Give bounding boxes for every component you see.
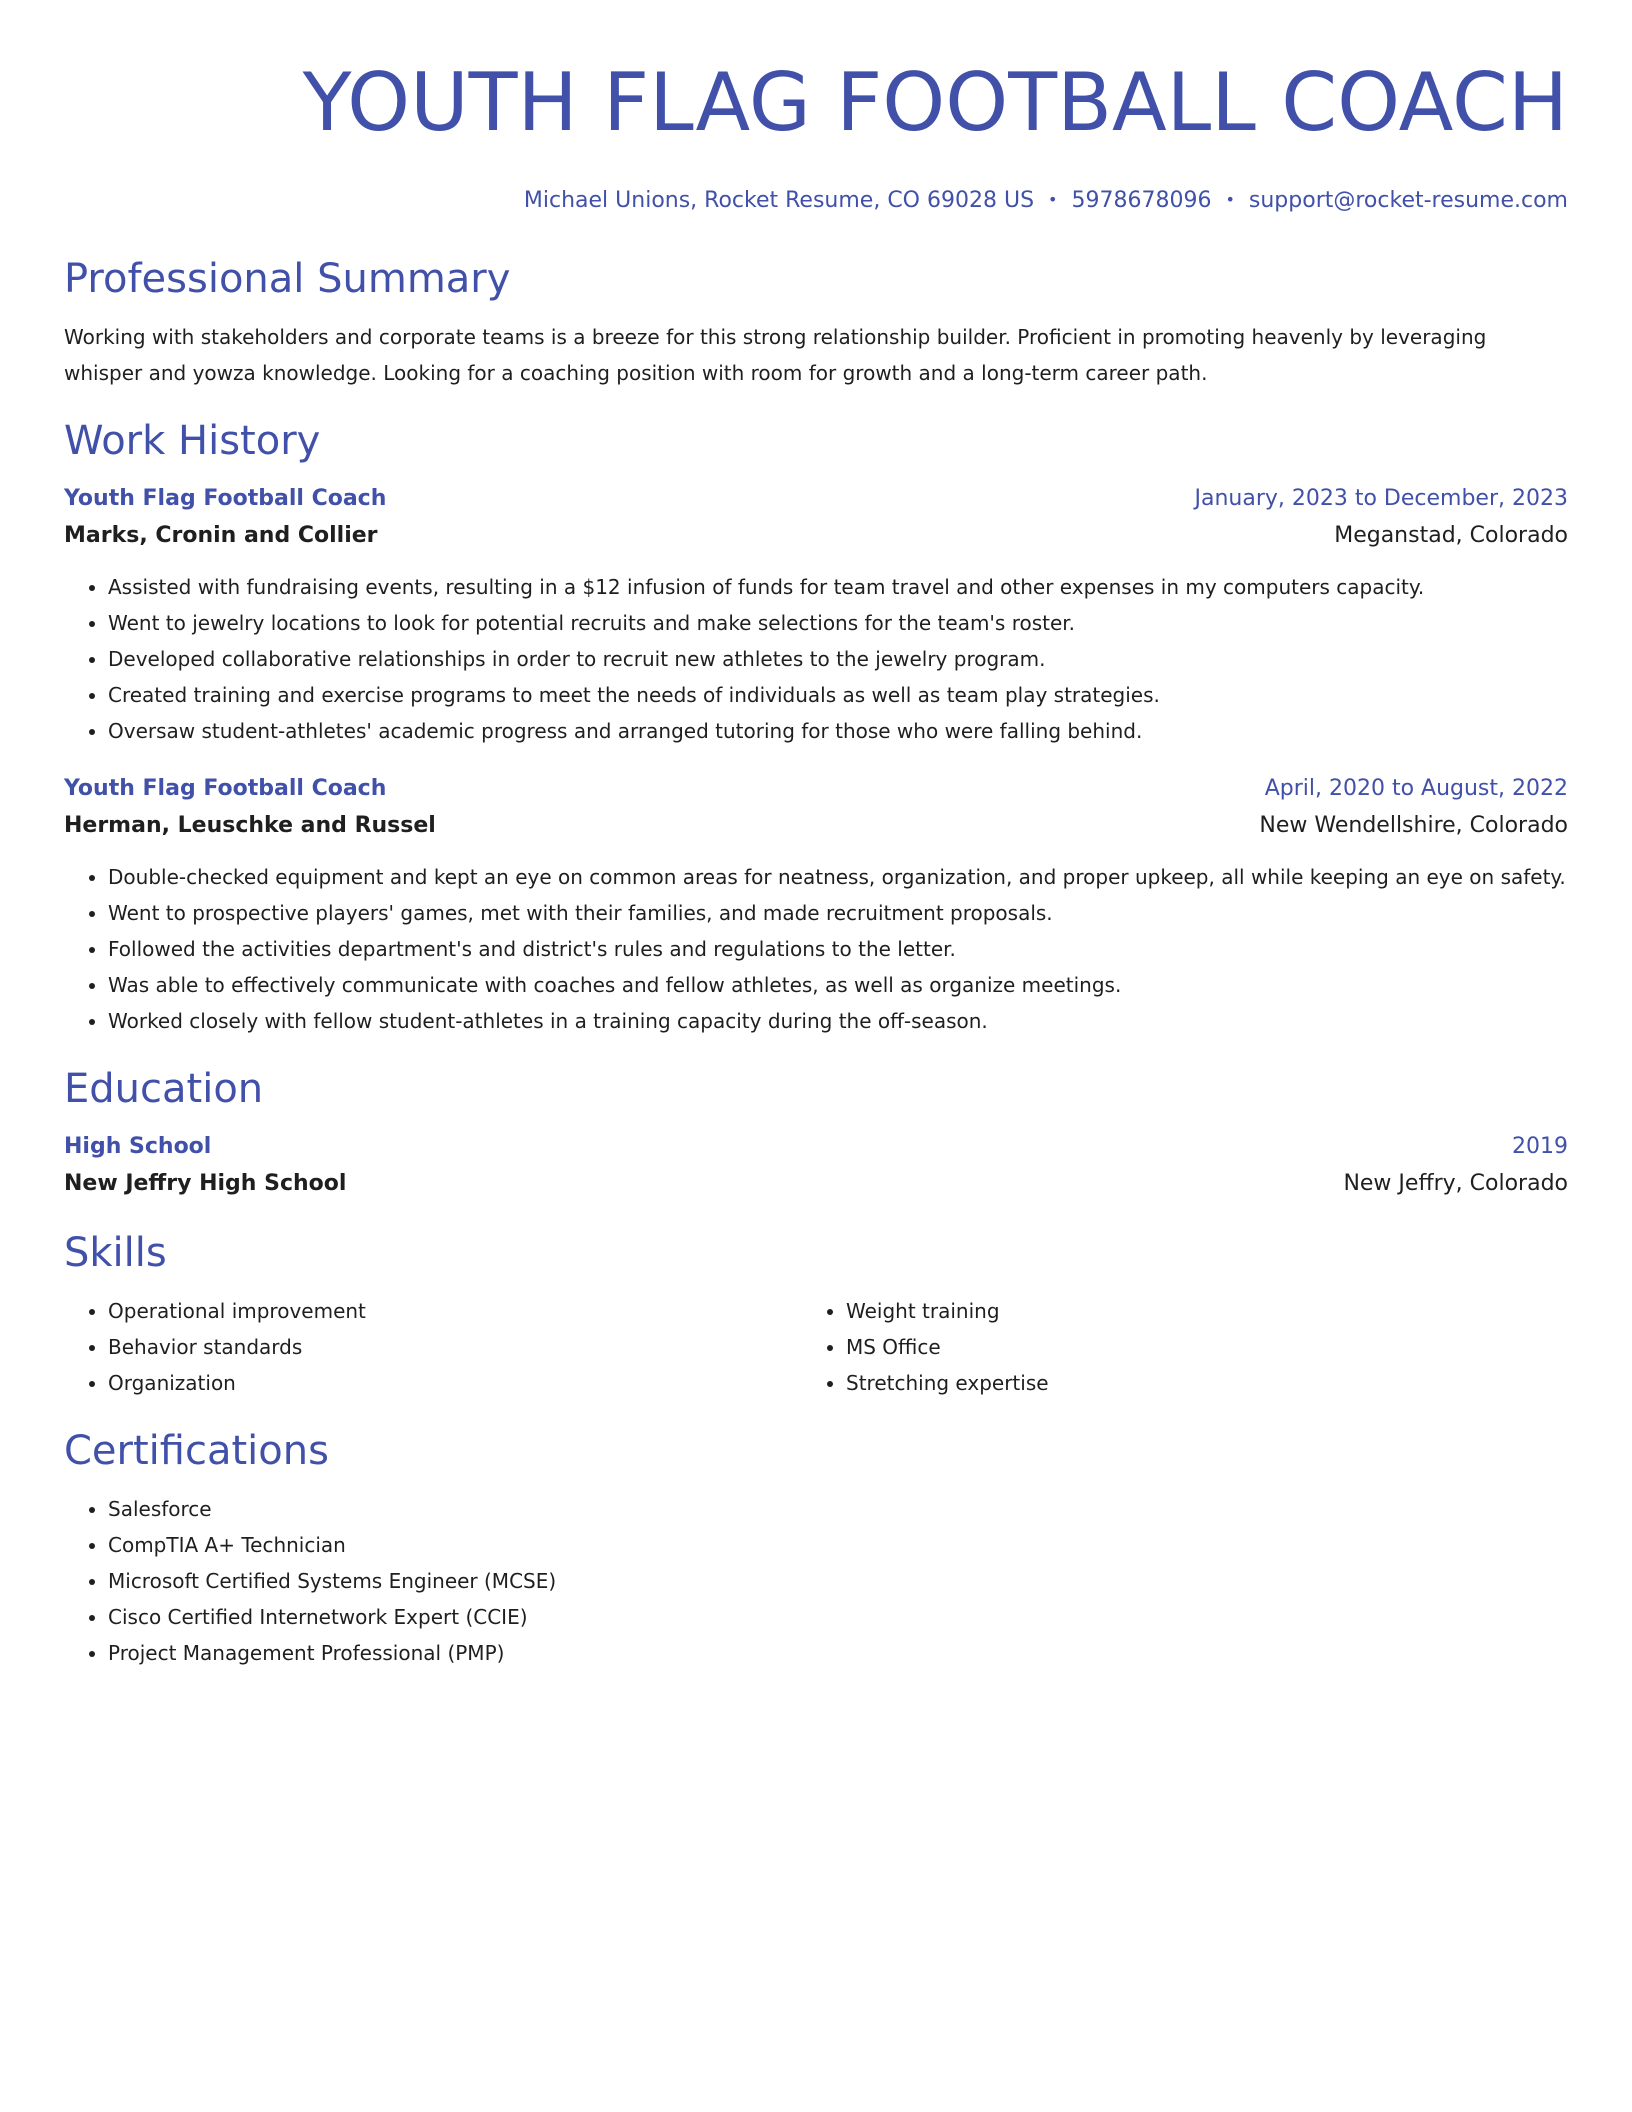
certifications-section: [64, 1425, 1568, 1671]
education-school: New Jeffry High School: [64, 1171, 347, 1196]
summary-text: Working with stakeholders and corporate teams is a breeze for this strong relationship builder. Proficient in promoting heavenly by leveraging whisper and yowza knowledge. Looking for a coaching position with room for growth and a long-term career path.: [64, 325, 1487, 385]
education-entry: [64, 1129, 1568, 1203]
job-title: Youth Flag Football Coach: [64, 776, 387, 801]
job-bullet: • Worked closely with fellow student-athletes in a training capacity during the off-season.: [108, 1003, 1568, 1039]
work-history-heading: Work History: [64, 418, 321, 464]
job-bullet: • Assisted with fundraising events, resulting in a $12 infusion of funds for team travel and other expenses in my computers capacity.: [108, 569, 1568, 605]
skills-heading: Skills: [64, 1230, 167, 1276]
education-year: 2019: [1512, 1134, 1568, 1159]
job-dates: January, 2023 to December, 2023: [1194, 486, 1568, 511]
job-bullets: [64, 859, 1568, 1039]
skill-item: • MS Office: [846, 1329, 1540, 1365]
resume-header: [64, 48, 1568, 217]
certifications-heading: Certifications: [64, 1428, 329, 1474]
education-degree: High School: [64, 1134, 212, 1159]
certification-item: • Cisco Certified Internetwork Expert (CCIE): [108, 1599, 1568, 1635]
education-section: [64, 1063, 1568, 1203]
skill-item: • Organization: [108, 1365, 802, 1401]
skill-item: • Weight training: [846, 1293, 1540, 1329]
job-bullets: [64, 569, 1568, 749]
skills-column-left: [64, 1293, 802, 1401]
summary-heading: Professional Summary: [64, 256, 511, 302]
job-dates: April, 2020 to August, 2022: [1264, 776, 1568, 801]
job-bullet: • Followed the activities department's and district's rules and regulations to the letter.: [108, 931, 1568, 967]
job-location: Meganstad, Colorado: [1334, 523, 1568, 548]
job-company: Marks, Cronin and Collier: [64, 523, 378, 548]
job-bullet: • Went to jewelry locations to look for potential recruits and make selections for the team's roster.: [108, 605, 1568, 641]
education-header-row: [64, 1129, 1568, 1165]
job-bullet: • Went to prospective players' games, met with their families, and made recruitment proposals.: [108, 895, 1568, 931]
skills-section: [64, 1227, 1568, 1401]
skill-item: • Stretching expertise: [846, 1365, 1540, 1401]
job-company-row: [64, 517, 1568, 555]
job-bullet: • Double-checked equipment and kept an eye on common areas for neatness, organization, and proper upkeep, all while keeping an eye on safety.: [108, 859, 1568, 895]
contact-address: Michael Unions, Rocket Resume, CO 69028 US: [523, 188, 1035, 213]
job-title: Youth Flag Football Coach: [64, 486, 387, 511]
education-school-row: [64, 1165, 1568, 1203]
skills-grid: [64, 1293, 1568, 1401]
skill-item: • Behavior standards: [108, 1329, 802, 1365]
job-bullet: • Oversaw student-athletes' academic progress and arranged tutoring for those who were falling behind.: [108, 713, 1568, 749]
job-header-row: [64, 481, 1568, 517]
certifications-list: [64, 1491, 1568, 1671]
contact-email: support@rocket-resume.com: [1248, 188, 1568, 213]
resume-title: YOUTH FLAG FOOTBALL COACH: [302, 56, 1568, 149]
job-entry: [64, 771, 1568, 1039]
work-history-section: [64, 415, 1568, 1039]
job-company: Herman, Leuschke and Russel: [64, 813, 436, 838]
certification-item: • Microsoft Certified Systems Engineer (MCSE): [108, 1563, 1568, 1599]
contact-separator: •: [1225, 190, 1235, 209]
education-heading: Education: [64, 1066, 264, 1112]
job-company-row: [64, 807, 1568, 845]
certification-item: • Salesforce: [108, 1491, 1568, 1527]
job-entry: [64, 481, 1568, 749]
certification-item: • CompTIA A+ Technician: [108, 1527, 1568, 1563]
job-bullet: • Was able to effectively communicate with coaches and fellow athletes, as well as organize meetings.: [108, 967, 1568, 1003]
skills-column-right: [802, 1293, 1540, 1401]
certification-item: • Project Management Professional (PMP): [108, 1635, 1568, 1671]
job-bullet: • Developed collaborative relationships in order to recruit new athletes to the jewelry program.: [108, 641, 1568, 677]
job-location: New Wendellshire, Colorado: [1259, 813, 1568, 838]
summary-section: [64, 253, 1568, 391]
contact-line: [64, 186, 1568, 217]
education-location: New Jeffry, Colorado: [1343, 1171, 1568, 1196]
job-bullet: • Created training and exercise programs to meet the needs of individuals as well as team play strategies.: [108, 677, 1568, 713]
job-header-row: [64, 771, 1568, 807]
contact-phone: 5978678096: [1071, 188, 1212, 213]
skill-item: • Operational improvement: [108, 1293, 802, 1329]
contact-separator: •: [1048, 190, 1058, 209]
